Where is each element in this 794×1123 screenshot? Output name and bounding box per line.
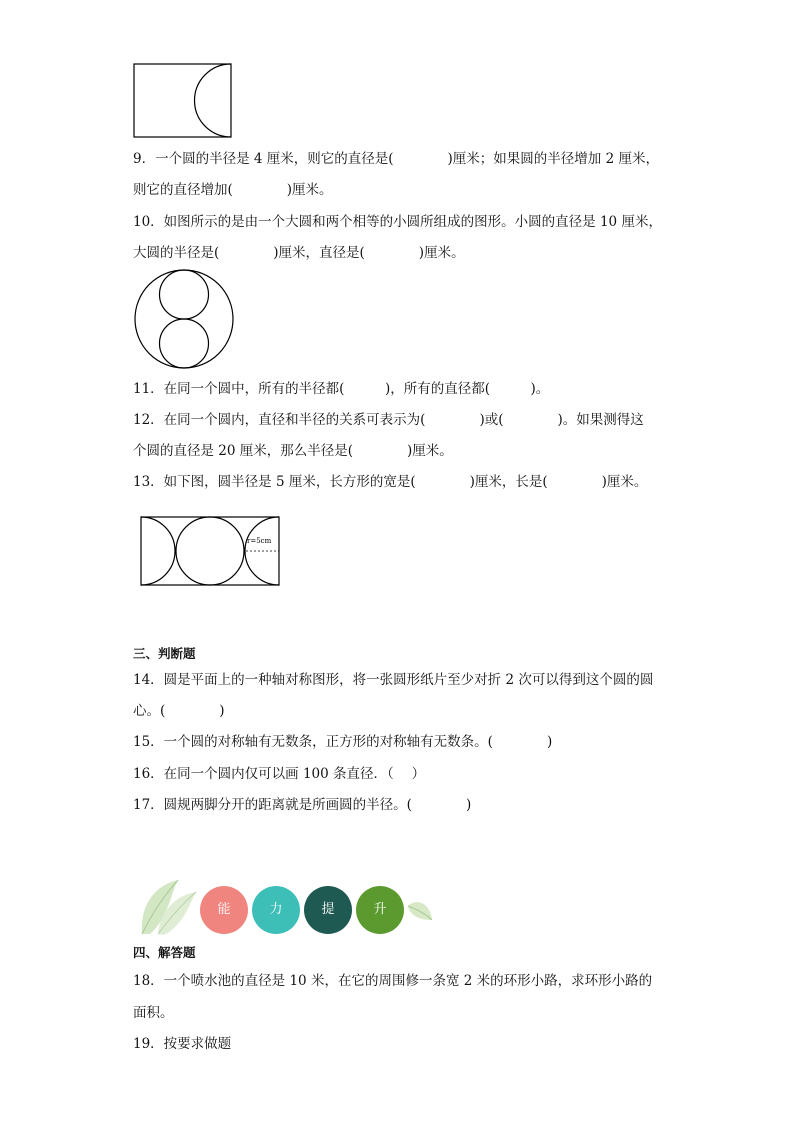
question-12-line-1: 12．在同一个圆内，直径和半径的关系可表示为( )或( )。如果测得这 [133,412,644,428]
rect-circles-figure [140,516,282,588]
question-15: 15．一个圆的对称轴有无数条，正方形的对称轴有无数条。( ) [133,734,553,750]
section-3-title: 三、判断题 [133,646,196,661]
badge-sheng: 升 [356,886,404,934]
question-11: 11．在同一个圆中，所有的半径都( )，所有的直径都( )。 [133,381,550,397]
badge-ti: 提 [304,886,352,934]
question-16: 16．在同一个圆内仅可以画 100 条直径．（ ） [133,766,426,782]
question-18-line-1: 18．一个喷水池的直径是 10 米，在它的周围修一条宽 2 米的环形小路，求环形小路的 [133,973,653,989]
badge-neng: 能 [200,886,248,934]
small-leaf-icon [406,898,434,924]
circles-figure [133,268,235,370]
leaf-decoration-icon [138,878,200,936]
question-9-line-2: 则它的直径增加( )厘米。 [133,182,333,198]
question-18-line-2: 面积。 [133,1005,174,1021]
question-13: 13．如下图，圆半径是 5 厘米，长方形的宽是( )厘米，长是( )厘米。 [133,474,648,490]
section-4-title: 四、解答题 [133,945,196,960]
question-14-line-1: 14．圆是平面上的一种轴对称图形，将一张圆形纸片至少对折 2 次可以得到这个圆的圆 [133,672,654,688]
question-10-line-1: 10．如图所示的是由一个大圆和两个相等的小圆所组成的图形。小圆的直径是 10 厘米， [133,214,662,230]
rect-semicircle-figure [133,63,233,139]
badge-li: 力 [252,886,300,934]
question-10-line-2: 大圆的半径是( )厘米，直径是( )厘米。 [133,245,465,261]
ability-banner [138,878,438,936]
question-19: 19．按要求做题 [133,1036,232,1052]
question-14-line-2: 心。( ) [133,703,225,719]
question-17: 17．圆规两脚分开的距离就是所画圆的半径。( ) [133,797,472,813]
question-12-line-2: 个圆的直径是 20 厘米，那么半径是( )厘米。 [133,443,453,459]
question-9-line-1: 9．一个圆的半径是 4 厘米，则它的直径是( )厘米；如果圆的半径增加 2 厘米， [133,151,659,167]
radius-label: r=5cm [247,537,272,545]
